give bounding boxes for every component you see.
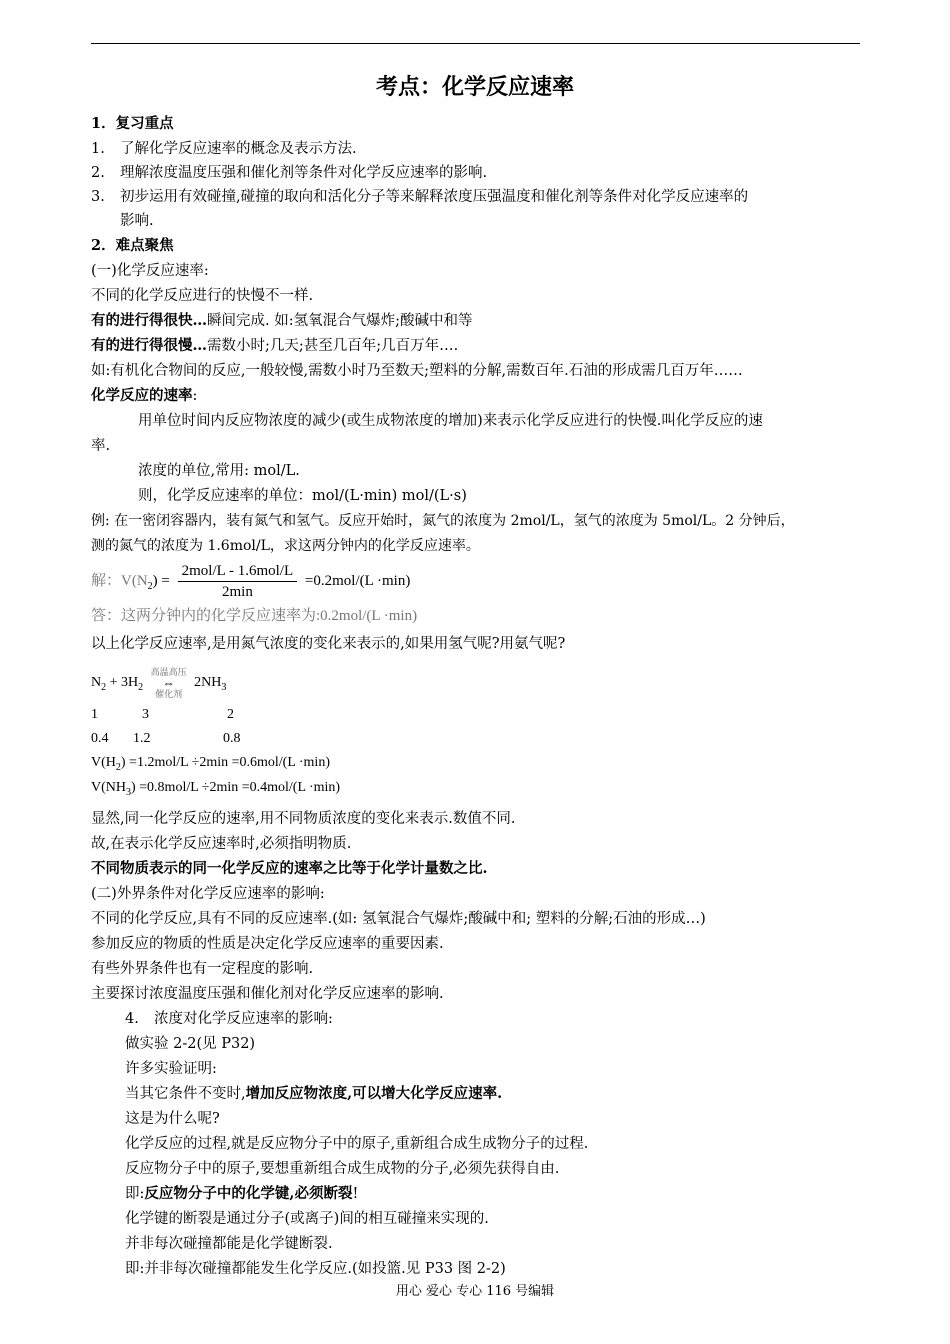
answer: 答：这两分钟内的化学反应速率为:0.2mol/(L ·min): [91, 608, 418, 624]
list-number: 2.: [91, 165, 105, 181]
rate-h2: [91, 753, 330, 778]
subsection-heading: [125, 1009, 333, 1029]
list-item: [91, 139, 357, 159]
bold-text: 有的进行得很快…: [91, 312, 207, 329]
rate-nh3: [91, 778, 340, 803]
paragraph: 例: 在一密闭容器内，装有氮气和氢气。反应开始时，氮气的浓度为 2mol/L，氢气的浓度为 5mol/L。2 分钟后，: [91, 513, 795, 529]
subscript: 3: [126, 786, 131, 798]
list-text: 浓度对化学反应速率的影响:: [154, 1011, 333, 1027]
paragraph: 这是为什么呢?: [125, 1111, 220, 1127]
formula-rhs: =0.2mol/(L ·min): [304, 572, 411, 589]
condition-top: 高温高压: [150, 667, 187, 677]
ratio-value: 2: [227, 707, 234, 722]
paragraph: 故,在表示化学反应速率时,必须指明物质.: [91, 836, 352, 852]
list-item: [91, 163, 487, 183]
paragraph: [91, 386, 197, 406]
paragraph: 做实验 2-2(见 P32): [125, 1036, 256, 1052]
text: 当其它条件不变时,: [125, 1086, 246, 1102]
paragraph: 有些外界条件也有一定程度的影响.: [91, 961, 314, 977]
list-text: 了解化学反应速率的概念及表示方法.: [120, 141, 357, 157]
paragraph: 如:有机化合物间的反应,一般较慢,需数小时乃至数天;塑料的分解,需数百年.石油的形成需几百万年……: [91, 363, 743, 379]
denominator: 2min: [221, 584, 253, 600]
product: 2NH: [194, 675, 222, 691]
subscript: 2: [115, 761, 121, 773]
rate-value: ) =0.8mol/L ÷2min =0.4mol/(L ·min): [131, 780, 341, 795]
list-number: 4.: [125, 1011, 139, 1027]
paragraph: 反应物分子中的原子,要想重新组合成生成物的分子,必须先获得自由.: [125, 1161, 560, 1177]
page-title: 考点：化学反应速率: [375, 74, 574, 100]
paragraph: 不同的化学反应进行的快慢不一样.: [91, 288, 314, 304]
list-text: 初步运用有效碰撞,碰撞的取向和活化分子等来解释浓度压强温度和催化剂等条件对化学反应速率的: [120, 189, 749, 205]
subscript: 2: [147, 580, 153, 592]
text: :: [192, 388, 198, 404]
bold-text: 化学反应的速率: [91, 387, 193, 404]
paragraph: 化学反应的过程,就是反应物分子中的原子,重新组合成生成物分子的过程.: [125, 1136, 589, 1152]
paragraph: 不同的化学反应,具有不同的反应速率.(如: 氢氧混合气爆炸;酸碱中和; 塑料的分解;石油的形成…): [91, 911, 706, 927]
rate-label: V(H: [91, 755, 116, 770]
paragraph: 许多实验证明:: [125, 1061, 217, 1077]
paragraph: 化学键的断裂是通过分子(或离子)间的相互碰撞来实现的.: [125, 1211, 489, 1227]
paragraph: 显然,同一化学反应的速率,用不同物质浓度的变化来表示.数值不同.: [91, 811, 516, 827]
formula-eq: ) =: [152, 572, 170, 589]
list-item-continuation: 影响.: [120, 213, 154, 229]
ratio-value: 1: [91, 707, 98, 722]
formula-lhs: 解：V(N: [91, 572, 148, 589]
arrow-icon: ⇔: [162, 676, 175, 690]
text: !: [352, 1186, 359, 1202]
section-heading-review: 1．复习重点: [91, 115, 174, 132]
list-text: 理解浓度温度压强和催化剂等条件对化学反应速率的影响.: [120, 165, 488, 181]
paragraph: 并非每次碰撞都能是化学键断裂.: [125, 1236, 333, 1252]
subscript: 2: [138, 682, 144, 694]
header-rule: [91, 43, 860, 44]
solution-formula: [91, 561, 410, 602]
bold-text: 有的进行得很慢…: [91, 337, 207, 354]
paragraph: [91, 336, 458, 356]
condition-bottom: 催化剂: [155, 689, 183, 699]
paragraph: 浓度的单位,常用: mol/L.: [138, 463, 300, 479]
paragraph: 参加反应的物质的性质是决定化学反应速率的重要因素.: [91, 936, 444, 952]
text: 即:: [125, 1186, 145, 1202]
rate-label: V(NH: [91, 780, 126, 795]
bold-text: 增加反应物浓度,可以增大化学反应速率.: [245, 1085, 503, 1102]
text: 需数小时;几天;甚至几百年;几百万年….: [207, 338, 459, 354]
reactant: N: [91, 675, 102, 691]
paragraph: 率.: [91, 438, 111, 454]
paragraph: 测的氮气的浓度为 1.6mol/L，求这两分钟内的化学反应速率。: [91, 538, 480, 554]
text: 瞬间完成. 如:氢氧混合气爆炸;酸碱中和等: [207, 313, 473, 329]
bold-text: 反应物分子中的化学键,必须断裂: [144, 1185, 353, 1202]
key-conclusion: 不同物质表示的同一化学反应的速率之比等于化学计量数之比.: [91, 860, 488, 877]
paragraph: 即:并非每次碰撞都能发生化学反应.(如投篮.见 P33 图 2-2): [125, 1261, 506, 1277]
list-item: [91, 187, 748, 207]
paragraph: (二)外界条件对化学反应速率的影响:: [91, 886, 325, 902]
paragraph: (一)化学反应速率:: [91, 263, 209, 279]
change-value: 1.2: [133, 731, 151, 746]
paragraph: [125, 1184, 358, 1204]
paragraph: 主要探讨浓度温度压强和催化剂对化学反应速率的影响.: [91, 986, 444, 1002]
numerator: 2mol/L - 1.6mol/L: [178, 561, 298, 582]
page-footer: 用心 爱心 专心 116 号编辑: [395, 1284, 555, 1299]
fraction: [178, 561, 298, 602]
change-value: 0.8: [223, 731, 241, 746]
section-heading-focus: 2．难点聚焦: [91, 237, 174, 254]
reaction-equation: [91, 667, 226, 704]
paragraph: 以上化学反应速率,是用氮气浓度的变化来表示的,如果用氢气呢?用氨气呢?: [91, 636, 566, 652]
equilibrium-arrow: [147, 667, 191, 699]
subscript: 2: [101, 682, 107, 694]
paragraph: [125, 1084, 502, 1104]
paragraph: [91, 311, 473, 331]
list-number: 1.: [91, 141, 105, 157]
reactant: + 3H: [109, 675, 139, 691]
paragraph: 用单位时间内反应物浓度的减少(或生成物浓度的增加)来表示化学反应进行的快慢.叫化学反应的速: [138, 413, 763, 429]
paragraph: 则，化学反应速率的单位：mol/(L·min) mol/(L·s): [138, 488, 467, 504]
rate-value: ) =1.2mol/L ÷2min =0.6mol/(L ·min): [120, 755, 330, 770]
ratio-value: 3: [142, 707, 149, 722]
change-value: 0.4: [91, 731, 109, 746]
subscript: 3: [221, 682, 227, 694]
list-number: 3.: [91, 189, 105, 205]
